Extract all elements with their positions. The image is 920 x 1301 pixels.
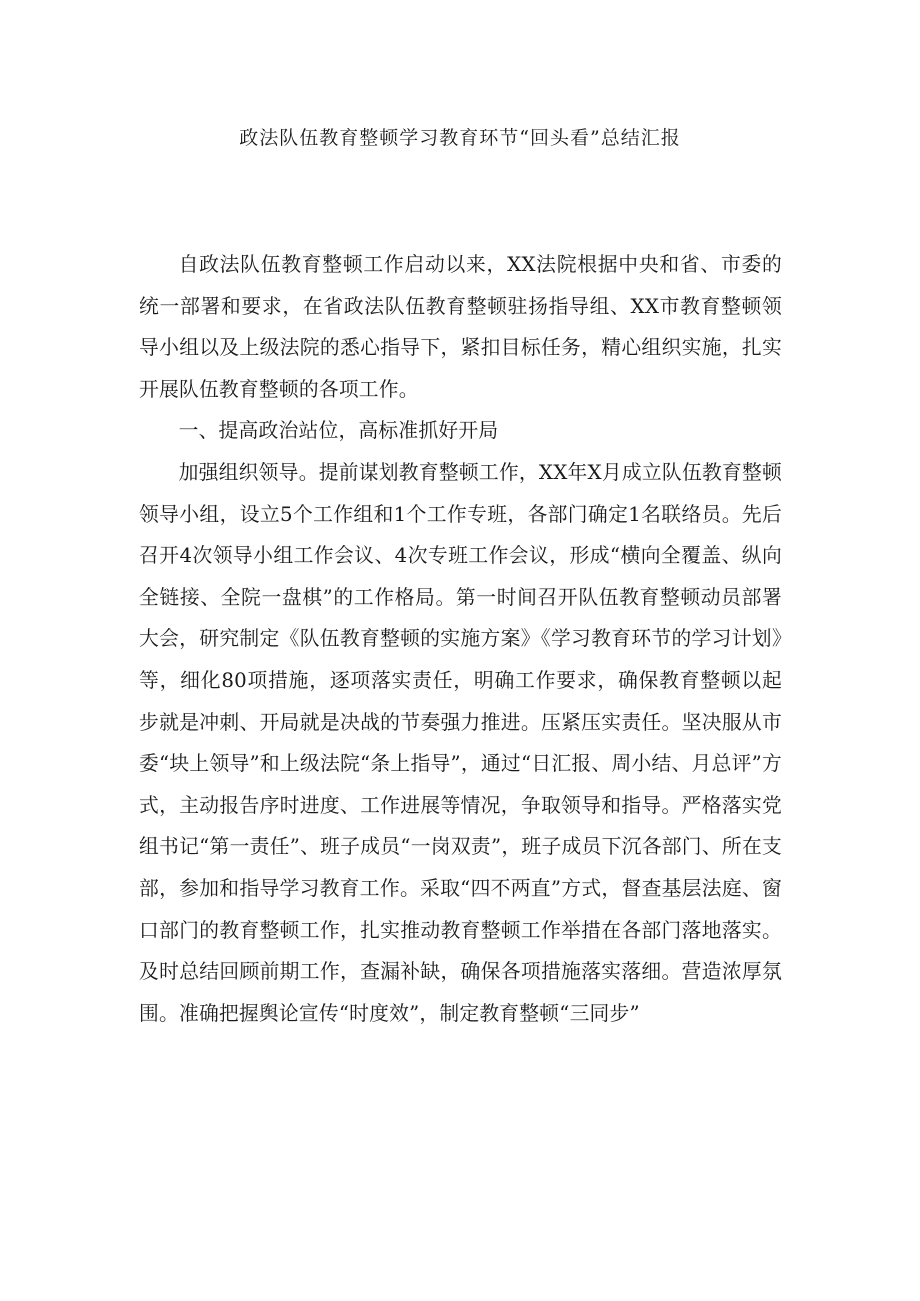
- document-body: [139, 244, 782, 1034]
- document-title: 政法队伍教育整顿学习教育环节“回头看”总结汇报: [239, 127, 681, 149]
- intro-paragraph: 自政法队伍教育整顿工作启动以来，XX法院根据中央和省、市委的统一部署和要求，在省政法队伍教育整顿驻扬指导组、XX市教育整顿领导小组以及上级法院的悉心指导下，紧扣目标任务，精心组织实施，扎实开展队伍教育整顿的各项工作。: [139, 253, 782, 401]
- section-heading-1: 一、提高政治站位，高标准抓好开局: [178, 419, 499, 443]
- section-1-paragraph: 加强组织领导。提前谋划教育整顿工作，XX年X月成立队伍教育整顿领导小组，设立5个工作组和1个工作专班，各部门确定1名联络员。先后召开4次领导小组工作会议、4次专班工作会议，形成“横向全覆盖、纵向全链接、全院一盘棋”的工作格局。第一时间召开队伍教育整顿动员部署大会，研究制定《队伍教育整顿的实施方案》《学习教育环节的学习计划》等，细化80项措施，逐项落实责任，明确工作要求，确保教育整顿以起步就是冲刺、开局就是决战的节奏强力推进。压紧压实责任。坚决服从市委“块上领导”和上级法院“条上指导”，通过“日汇报、周小结、月总评”方式，主动报告序时进度、工作进展等情况，争取领导和指导。严格落实党组书记“第一责任”、班子成员“一岗双责”，班子成员下沉各部门、所在支部，参加和指导学习教育工作。采取“四不两直”方式，督查基层法庭、窗口部门的教育整顿工作，扎实推动教育整顿工作举措在各部门落地落实。及时总结回顾前期工作，查漏补缺，确保各项措施落实落细。营造浓厚氛围。准确把握舆论宣传“时度效”，制定教育整顿“三同步”: [139, 460, 782, 1025]
